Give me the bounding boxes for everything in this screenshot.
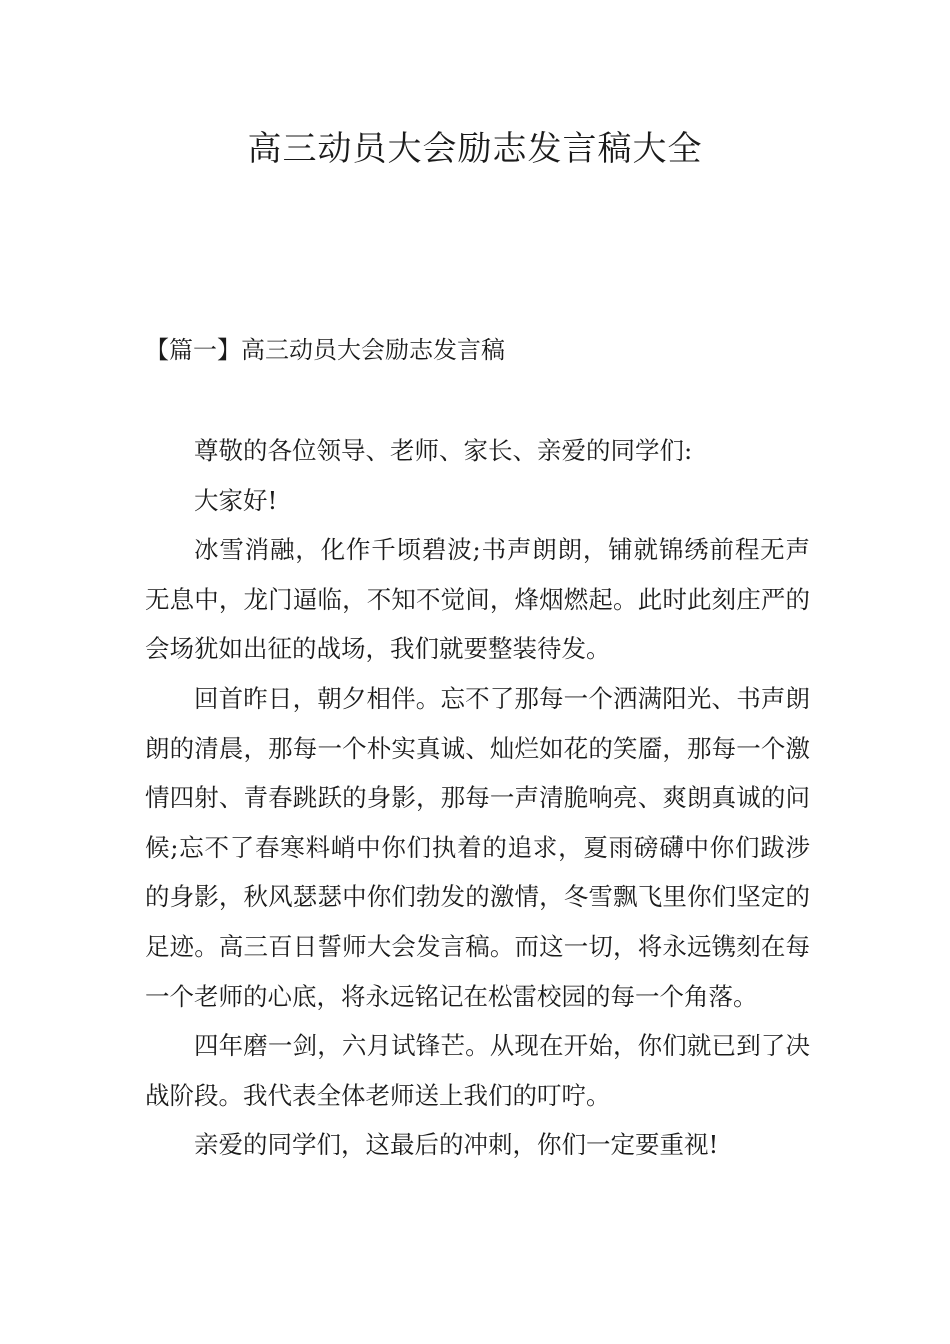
body-paragraph: 亲爱的同学们，这最后的冲刺，你们一定要重视! — [194, 1130, 719, 1160]
document-title: 高三动员大会励志发言稿大全 — [247, 129, 703, 169]
greeting-paragraph: 尊敬的各位领导、老师、家长、亲爱的同学们: — [194, 436, 693, 465]
salutation-paragraph: 大家好! — [194, 485, 278, 515]
body-paragraph: 冰雪消融，化作千顷碧波;书声朗朗，铺就锦绣前程无声无息中，龙门逼临，不知不觉间，烽烟燃起。此时此刻庄严的会场犹如出征的战场，我们就要整装待发。 — [145, 535, 810, 664]
body-paragraph: 四年磨一剑，六月试锋芒。从现在开始，你们就已到了决战阶段。我代表全体老师送上我们的叮咛。 — [145, 1031, 810, 1110]
speech-body — [145, 426, 810, 1170]
body-paragraph: 回首昨日，朝夕相伴。忘不了那每一个洒满阳光、书声朗朗的清晨，那每一个朴实真诚、灿烂如花的笑靥，那每一个激情四射、青春跳跃的身影，那每一声清脆响亮、爽朗真诚的问候;忘不了春寒料峭中你们执着的追求，夏雨磅礴中你们跋涉的身影，秋风瑟瑟中你们勃发的激情，冬雪飘飞里你们坚定的足迹。高三百日誓师大会发言稿。而这一切，将永远镌刻在每一个老师的心底，将永远铭记在松雷校园的每一个角落。 — [145, 683, 810, 1011]
section-heading: 【篇一】高三动员大会励志发言稿 — [145, 336, 505, 364]
